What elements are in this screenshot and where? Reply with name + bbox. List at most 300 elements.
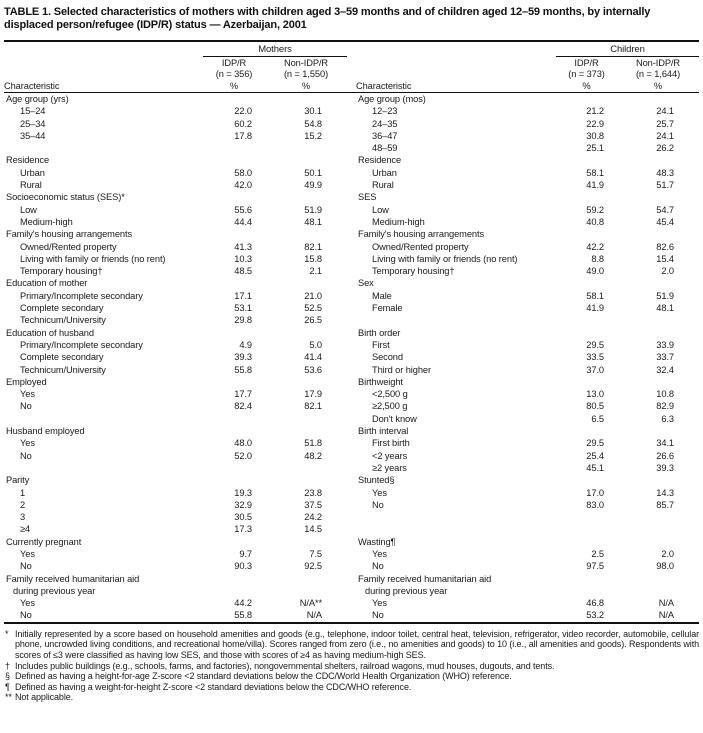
table-row — [4, 216, 699, 228]
children-non-idpr-value — [617, 154, 699, 166]
children-idpr-value: 46.8 — [586, 598, 604, 609]
children-non-idpr-value: N/A — [658, 598, 674, 609]
footnote-marker: ¶ — [5, 681, 10, 692]
column-gap — [347, 499, 356, 511]
table-row — [4, 585, 699, 597]
mothers-characteristic: Owned/Rented property — [20, 241, 117, 252]
column-gap — [347, 560, 356, 572]
children-idpr-value — [556, 277, 617, 289]
mothers-non-idpr-value: 54.8 — [304, 118, 322, 129]
column-gap — [347, 228, 356, 240]
mothers-characteristic: Complete secondary — [20, 303, 104, 314]
children-idpr-value: 17.0 — [586, 487, 604, 498]
column-gap — [347, 130, 356, 142]
table-row — [4, 548, 699, 560]
column-n: (n = 373) — [568, 69, 605, 79]
children-non-idpr-value — [617, 376, 699, 388]
column-gap — [347, 265, 356, 277]
mothers-characteristic: Husband employed — [6, 426, 85, 437]
children-non-idpr-value: 54.7 — [656, 204, 674, 215]
mothers-characteristic: Education of mother — [6, 278, 88, 289]
mothers-characteristic: ≥4 — [20, 524, 31, 535]
children-characteristic: <2,500 g — [372, 389, 408, 400]
mothers-characteristic: 2 — [20, 499, 26, 510]
mothers-idpr-value: 53.1 — [234, 303, 252, 314]
mothers-non-idpr-value: 37.5 — [304, 499, 322, 510]
group-header-row — [4, 41, 699, 57]
mothers-non-idpr-value: 52.5 — [304, 303, 322, 314]
children-non-idpr-value — [617, 511, 699, 523]
children-characteristic: Temporary housing† — [372, 266, 455, 277]
children-characteristic: 48–59 — [372, 143, 398, 154]
column-gap — [347, 339, 356, 351]
children-characteristic: Yes — [372, 487, 387, 498]
table-row — [4, 364, 699, 376]
mothers-characteristic: Parity — [6, 475, 30, 486]
children-non-idpr-value — [617, 573, 699, 585]
mothers-non-idpr-value: 82.1 — [304, 241, 322, 252]
mothers-idpr-value: 10.3 — [234, 253, 252, 264]
mothers-idpr-value: 48.0 — [234, 438, 252, 449]
children-characteristic: First birth — [372, 438, 410, 449]
table-row — [4, 142, 699, 154]
footnote-marker: § — [5, 671, 10, 682]
children-characteristic: Rural — [372, 180, 394, 191]
mothers-non-idpr-value — [265, 585, 347, 597]
mothers-characteristic: 3 — [20, 512, 26, 523]
spacer-cell — [4, 57, 203, 81]
table-rows — [4, 93, 699, 623]
mothers-characteristic: Living with family or friends (no rent) — [20, 253, 166, 264]
table-row — [4, 314, 699, 326]
mothers-non-idpr-value — [265, 154, 347, 166]
mothers-non-idpr-value: 14.5 — [304, 524, 322, 535]
children-non-idpr-value: 39.3 — [656, 462, 674, 473]
column-gap — [347, 327, 356, 339]
table-row — [4, 425, 699, 437]
table-row — [4, 277, 699, 289]
children-characteristic — [356, 314, 556, 326]
column-gap — [347, 118, 356, 130]
children-characteristic: Birthweight — [358, 376, 403, 387]
mothers-characteristic: No — [20, 450, 32, 461]
children-idpr-value — [556, 425, 617, 437]
children-idpr-value: 49.0 — [586, 266, 604, 277]
children-non-idpr-value — [617, 536, 699, 548]
mothers-non-idpr-value: 49.9 — [304, 180, 322, 191]
table-row — [4, 499, 699, 511]
footnote-marker: ** — [5, 692, 12, 703]
mothers-characteristic: Currently pregnant — [6, 536, 82, 547]
children-idpr-value — [556, 523, 617, 535]
mothers-idpr-value — [203, 376, 265, 388]
table-row — [4, 253, 699, 265]
table-row — [4, 437, 699, 449]
mothers-non-idpr-value — [265, 228, 347, 240]
mothers-idpr-value — [203, 425, 265, 437]
column-gap — [347, 388, 356, 400]
footnote-text: Initially represented by a score based on household amenities and goods (e.g., telephone, indoor toilet, central heat, television, refrigerator, video recorder, automobile, cellular phone, uncrowded living conditions, and recreational home/villa). Scores ranged from zero (i.e., no amenities and goods) to 10 (i.e., all amenities and goods). Respondents with scores of ≤3 were classified as having low SES, and those with scores of ≥4 as having medium-high SES. — [15, 628, 699, 660]
children-non-idpr-value: 82.6 — [656, 241, 674, 252]
table-row — [4, 204, 699, 216]
mothers-characteristic: Technicum/University — [20, 364, 106, 375]
children-characteristic: Age group (mos) — [358, 94, 426, 104]
footnote-marker: † — [5, 660, 10, 671]
children-non-idpr-value: 82.9 — [656, 401, 674, 412]
mothers-characteristic: Family's housing arrangements — [6, 229, 132, 240]
mothers-non-idpr-value: 30.1 — [304, 106, 322, 117]
mothers-non-idpr-value: 50.1 — [304, 167, 322, 178]
children-idpr-value: 58.1 — [586, 167, 604, 178]
table-row — [4, 302, 699, 314]
column-name: Non-IDP/R — [283, 58, 329, 68]
children-idpr-value: 42.2 — [586, 241, 604, 252]
footnote-text: Not applicable. — [15, 692, 74, 703]
children-characteristic: <2 years — [372, 450, 408, 461]
mothers-idpr-value — [203, 536, 265, 548]
column-name: Non-IDP/R — [635, 58, 681, 68]
column-header-row — [4, 57, 699, 81]
children-characteristic: Don't know — [372, 413, 417, 424]
mothers-non-idpr-value: 24.2 — [304, 512, 322, 523]
mothers-non-idpr-value: 48.2 — [304, 450, 322, 461]
mothers-non-idpr-value: N/A** — [299, 598, 322, 609]
mothers-characteristic: Yes — [20, 389, 35, 400]
table-row — [4, 560, 699, 572]
children-idpr-value: 2.5 — [591, 548, 604, 559]
children-non-idpr-value — [617, 93, 699, 106]
children-non-idpr-value: 26.6 — [656, 450, 674, 461]
mothers-characteristic — [4, 413, 203, 425]
children-idpr-value: 6.5 — [591, 413, 604, 424]
table-row — [4, 105, 699, 117]
children-idpr-value: 45.1 — [586, 462, 604, 473]
children-non-idpr-value — [617, 474, 699, 486]
footnote-temporary-housing — [4, 661, 699, 672]
children-non-idpr-value: 33.9 — [656, 339, 674, 350]
mothers-non-idpr-value — [265, 142, 347, 154]
mothers-idpr-value — [203, 585, 265, 597]
children-non-idpr-value: 34.1 — [656, 438, 674, 449]
column-gap — [347, 93, 356, 106]
mothers-non-idpr-value — [265, 376, 347, 388]
table-row — [4, 450, 699, 462]
children-non-idpr-value — [617, 228, 699, 240]
footnote-marker: * — [5, 628, 9, 639]
column-gap — [347, 523, 356, 535]
children-non-idpr-value: 51.9 — [656, 290, 674, 301]
table-row — [4, 130, 699, 142]
mothers-characteristic: Yes — [20, 598, 35, 609]
table-row — [4, 388, 699, 400]
mothers-idpr-value: 19.3 — [234, 487, 252, 498]
mothers-non-idpr-value: 92.5 — [304, 561, 322, 572]
children-idpr-value: 21.2 — [586, 106, 604, 117]
mothers-idpr-value — [203, 191, 265, 203]
unit-header-row — [4, 80, 699, 93]
children-non-idpr-value: 2.0 — [661, 266, 674, 277]
children-idpr-value — [556, 154, 617, 166]
column-gap — [347, 142, 356, 154]
children-characteristic: Birth order — [358, 327, 401, 338]
column-gap — [347, 351, 356, 363]
mothers-idpr-value — [203, 474, 265, 486]
mothers-idpr-value — [203, 573, 265, 585]
mothers-characteristic: Rural — [20, 180, 42, 191]
children-idpr-value: 58.1 — [586, 290, 604, 301]
mothers-characteristic: Education of husband — [6, 327, 94, 338]
table-row — [4, 511, 699, 523]
mothers-idpr-value: 39.3 — [234, 352, 252, 363]
table-row — [4, 573, 699, 585]
table-row — [4, 339, 699, 351]
children-non-idpr-value: 32.4 — [656, 364, 674, 375]
children-characteristic: Residence — [358, 155, 402, 166]
children-characteristic: SES — [358, 192, 377, 203]
table-row — [4, 93, 699, 106]
children-characteristic: Third or higher — [372, 364, 431, 375]
children-idpr-unit: % — [556, 80, 617, 93]
table-row — [4, 228, 699, 240]
mothers-non-idpr-value: 21.0 — [304, 290, 322, 301]
mothers-non-idpr-value: 51.9 — [304, 204, 322, 215]
children-non-idpr-value: 24.1 — [656, 130, 674, 141]
children-idpr-value: 41.9 — [586, 303, 604, 314]
children-characteristic: Owned/Rented property — [372, 241, 469, 252]
column-gap — [347, 437, 356, 449]
mothers-non-idpr-value — [265, 425, 347, 437]
column-gap — [347, 204, 356, 216]
children-characteristic — [356, 523, 556, 535]
children-characteristic: No — [372, 499, 384, 510]
mothers-non-idpr-unit: % — [265, 80, 347, 93]
mothers-idpr-value: 82.4 — [234, 401, 252, 412]
column-gap — [347, 290, 356, 302]
children-non-idpr-value — [617, 277, 699, 289]
spacer-cell — [356, 57, 556, 81]
mothers-characteristic: Urban — [20, 167, 45, 178]
table-row — [4, 327, 699, 339]
mothers-characteristic: Residence — [6, 155, 50, 166]
children-non-idpr-value: 15.4 — [656, 253, 674, 264]
column-gap — [347, 241, 356, 253]
mothers-characteristic: Socioeconomic status (SES)* — [6, 192, 125, 203]
children-idpr-column-header — [556, 57, 617, 81]
children-characteristic: No — [372, 610, 384, 621]
children-characteristic: Female — [372, 303, 403, 314]
mothers-characteristic — [4, 462, 203, 474]
mothers-idpr-value: 17.7 — [234, 389, 252, 400]
table-header — [4, 41, 699, 93]
children-characteristic — [356, 511, 556, 523]
mothers-non-idpr-value — [265, 573, 347, 585]
mothers-non-idpr-value: 7.5 — [309, 548, 322, 559]
mothers-characteristic: No — [20, 401, 32, 412]
children-idpr-value: 25.1 — [586, 143, 604, 154]
mothers-idpr-value — [203, 154, 265, 166]
column-n: (n = 356) — [215, 69, 253, 79]
children-idpr-value — [556, 511, 617, 523]
characteristics-table — [4, 40, 699, 624]
table-row — [4, 400, 699, 412]
children-idpr-value — [556, 536, 617, 548]
children-non-idpr-value — [617, 314, 699, 326]
children-non-idpr-unit: % — [617, 80, 699, 93]
mothers-non-idpr-value: 17.9 — [304, 389, 322, 400]
children-characteristic: No — [372, 561, 384, 572]
children-characteristic: ≥2,500 g — [372, 401, 408, 412]
mothers-non-idpr-column-header — [265, 57, 347, 81]
children-non-idpr-value: 10.8 — [656, 389, 674, 400]
mothers-idpr-value: 48.5 — [234, 266, 252, 277]
children-idpr-value — [556, 93, 617, 106]
mothers-non-idpr-value — [265, 413, 347, 425]
mothers-characteristic: 15–24 — [20, 106, 46, 117]
table-row — [4, 351, 699, 363]
mothers-non-idpr-value: 5.0 — [309, 339, 322, 350]
column-gap — [347, 425, 356, 437]
children-idpr-value: 25.4 — [586, 450, 604, 461]
children-non-idpr-value: 45.4 — [656, 216, 674, 227]
children-idpr-value: 97.5 — [586, 561, 604, 572]
children-idpr-value: 13.0 — [586, 389, 604, 400]
children-idpr-value — [556, 228, 617, 240]
column-gap — [347, 167, 356, 179]
children-characteristic: Low — [372, 204, 389, 215]
mothers-idpr-value: 32.9 — [234, 499, 252, 510]
mothers-idpr-value — [203, 277, 265, 289]
mothers-idpr-value: 55.6 — [234, 204, 252, 215]
children-idpr-value: 22.9 — [586, 118, 604, 129]
mothers-idpr-value: 17.1 — [234, 290, 252, 301]
mothers-idpr-value: 17.3 — [234, 524, 252, 535]
children-idpr-value — [556, 585, 617, 597]
children-non-idpr-value — [617, 191, 699, 203]
mothers-characteristic: 35–44 — [20, 130, 46, 141]
mothers-idpr-value: 17.8 — [234, 130, 252, 141]
mothers-non-idpr-value: 15.2 — [304, 130, 322, 141]
children-idpr-value: 30.8 — [586, 130, 604, 141]
mothers-characteristic-header: Characteristic — [4, 80, 203, 93]
mothers-non-idpr-value: 41.4 — [304, 352, 322, 363]
children-idpr-value: 83.0 — [586, 499, 604, 510]
column-gap — [347, 41, 356, 57]
children-idpr-value — [556, 573, 617, 585]
column-gap — [347, 314, 356, 326]
mothers-non-idpr-value: 53.6 — [304, 364, 322, 375]
children-characteristic: First — [372, 339, 390, 350]
children-characteristic: Family received humanitarian aid — [358, 573, 492, 584]
column-gap — [347, 216, 356, 228]
children-characteristic: Family's housing arrangements — [358, 229, 484, 240]
column-gap — [347, 536, 356, 548]
children-non-idpr-column-header — [617, 57, 699, 81]
children-characteristic: Male — [372, 290, 392, 301]
column-gap — [347, 364, 356, 376]
column-gap — [347, 277, 356, 289]
mothers-idpr-value: 41.3 — [234, 241, 252, 252]
footnote-wasting — [4, 682, 699, 693]
mothers-idpr-value — [203, 327, 265, 339]
mothers-idpr-value: 55.8 — [234, 610, 252, 621]
children-characteristic: 36–47 — [372, 130, 398, 141]
children-idpr-value: 8.8 — [591, 253, 604, 264]
children-non-idpr-value — [617, 327, 699, 339]
column-gap — [347, 376, 356, 388]
column-gap — [347, 511, 356, 523]
spacer-cell — [356, 41, 556, 57]
column-gap — [347, 302, 356, 314]
mothers-idpr-value — [203, 228, 265, 240]
children-characteristic: Second — [372, 352, 403, 363]
mothers-characteristic: Technicum/University — [20, 315, 106, 326]
children-non-idpr-value: 26.2 — [656, 143, 674, 154]
table-row — [4, 290, 699, 302]
mothers-idpr-value — [203, 462, 265, 474]
children-characteristic: Medium-high — [372, 216, 425, 227]
children-idpr-value: 53.2 — [586, 610, 604, 621]
table-row — [4, 376, 699, 388]
column-gap — [347, 154, 356, 166]
mothers-non-idpr-value — [265, 474, 347, 486]
column-gap — [347, 191, 356, 203]
mothers-characteristic: No — [20, 610, 32, 621]
mothers-characteristic: Primary/Incomplete secondary — [20, 290, 143, 301]
mothers-idpr-value: 29.8 — [234, 315, 252, 326]
mothers-characteristic: Temporary housing† — [20, 266, 103, 277]
mothers-idpr-value: 9.7 — [239, 548, 252, 559]
column-gap — [347, 179, 356, 191]
children-characteristic-header: Characteristic — [356, 80, 556, 93]
children-non-idpr-value: 2.0 — [661, 548, 674, 559]
children-idpr-value — [556, 474, 617, 486]
mothers-characteristic: Low — [20, 204, 37, 215]
children-idpr-value: 40.8 — [586, 216, 604, 227]
children-characteristic: ≥2 years — [372, 462, 407, 473]
mothers-characteristic: 25–34 — [20, 118, 46, 129]
children-non-idpr-value: 14.3 — [656, 487, 674, 498]
column-gap — [347, 253, 356, 265]
mothers-characteristic: 1 — [20, 487, 26, 498]
mothers-non-idpr-value — [265, 191, 347, 203]
mothers-characteristic: Medium-high — [20, 216, 73, 227]
mothers-non-idpr-value — [265, 536, 347, 548]
column-gap — [347, 548, 356, 560]
children-non-idpr-value: 48.3 — [656, 167, 674, 178]
mothers-idpr-value: 60.2 — [234, 118, 252, 129]
children-non-idpr-value: 6.3 — [661, 413, 674, 424]
children-group-header: Children — [556, 41, 699, 57]
table-row — [4, 265, 699, 277]
children-non-idpr-value — [617, 523, 699, 535]
children-non-idpr-value — [617, 585, 699, 597]
children-idpr-value: 29.5 — [586, 339, 604, 350]
mothers-idpr-value — [203, 413, 265, 425]
column-name: IDP/R — [221, 58, 247, 68]
mothers-group-header: Mothers — [203, 41, 347, 57]
mothers-characteristic: Yes — [20, 548, 35, 559]
column-gap — [347, 57, 356, 81]
table-row — [4, 462, 699, 474]
table-row — [4, 154, 699, 166]
children-idpr-value: 59.2 — [586, 204, 604, 215]
children-characteristic: Yes — [372, 598, 387, 609]
mothers-idpr-value — [203, 142, 265, 154]
mothers-idpr-value: 90.3 — [234, 561, 252, 572]
table-row — [4, 474, 699, 486]
mothers-non-idpr-value: 15.8 — [304, 253, 322, 264]
table-row — [4, 597, 699, 609]
